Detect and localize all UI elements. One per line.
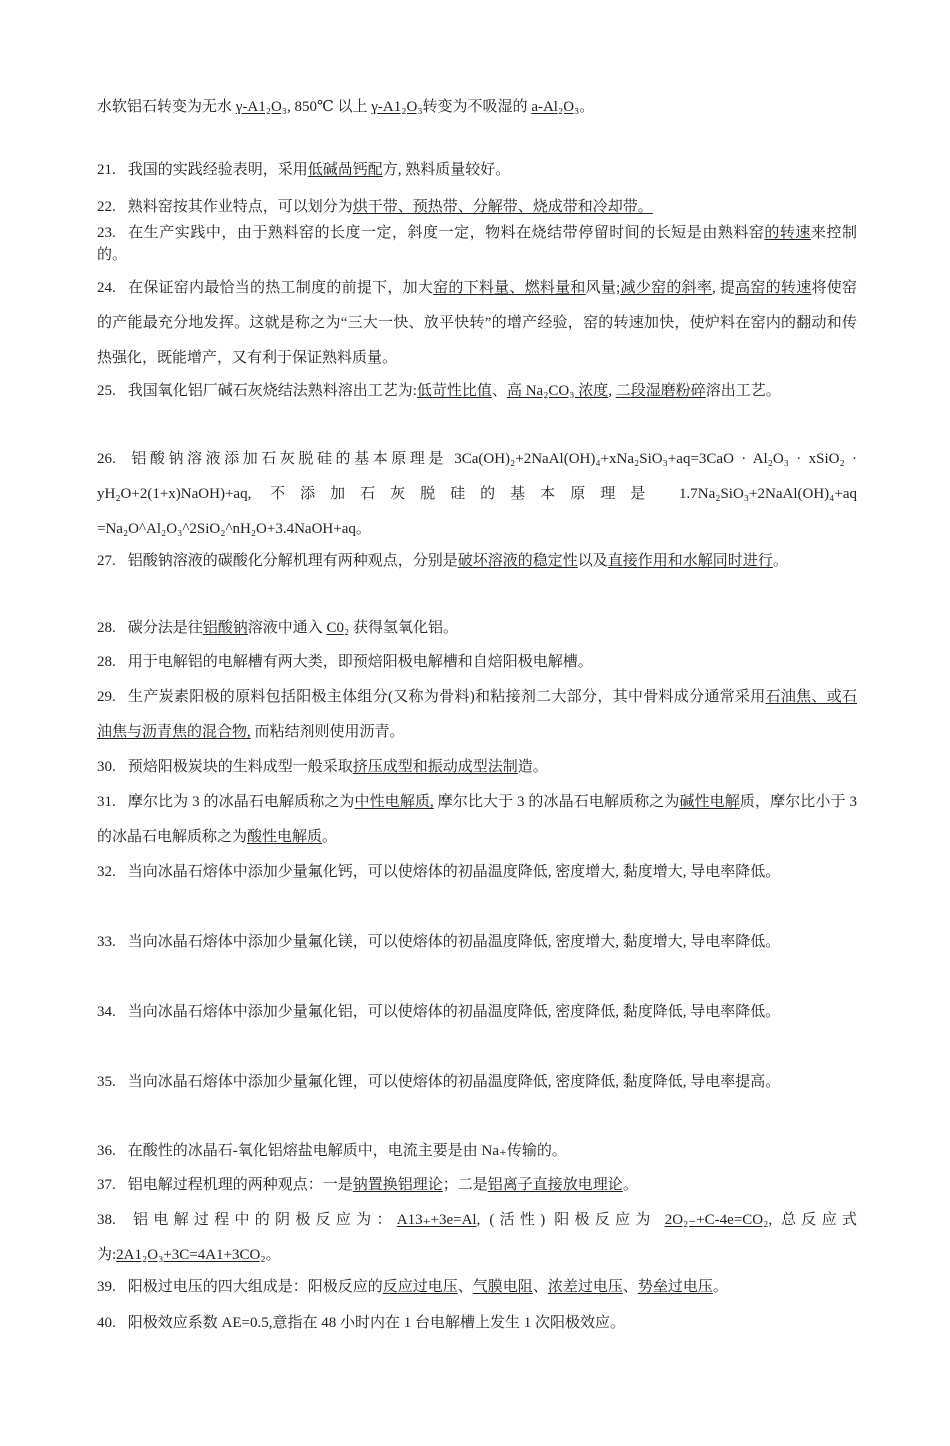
text: 将使窑的产能最充分地发挥。这就是称之为“三大一快、放平快转”的增产经验，窑的转速加快，使炉料在窑内的翻动和传热强化，既能增产，又有利于保证熟料质量。 (97, 280, 857, 366)
underlined-answer: 的转速 (764, 225, 811, 241)
underlined-answer: 碱性电解 (679, 794, 740, 810)
text: 我国的实践经验表明，采用 (127, 162, 308, 178)
item-number: 30. (97, 759, 116, 775)
text: 铝电解过程机理的两种观点：一是 (127, 1177, 353, 1193)
text: 、 (457, 1279, 473, 1295)
underlined-answer: 二段湿磨粉碎 (615, 383, 706, 399)
item-number: 36. (97, 1143, 116, 1159)
item-number: 40. (97, 1315, 116, 1331)
text: 当向冰晶石熔体中添加少量氟化钙，可以使熔体的初晶温度降低, 密度增大, 黏度增大, 导电率降低。 (127, 864, 781, 880)
item-22 (97, 190, 857, 225)
item-number: 32. (97, 864, 116, 880)
underlined-answer: 石油焦、或石油焦与沥青焦的混合物, (97, 689, 857, 740)
underlined-answer: A13₊+3e=Al (396, 1212, 477, 1228)
item-number: 31. (97, 794, 116, 810)
item-38 (97, 1203, 857, 1273)
text: 碳分法是往 (127, 620, 203, 636)
text: 当向冰晶石熔体中添加少量氟化铝，可以使熔体的初晶温度降低, 密度降低, 黏度降低, 导电率降低。 (127, 1004, 781, 1020)
text: 以及 (577, 553, 608, 569)
item-number: 39. (97, 1279, 116, 1295)
text: 摩尔比大于 3 的冰晶石电解质称之为 (433, 794, 680, 810)
item-24 (97, 271, 857, 376)
underlined-answer: 高 Na₂CO₃ 浓度 (506, 383, 609, 399)
item-number: 26. (97, 451, 116, 467)
underlined-answer: 烘干带、预热带、分解带、烧成带和冷却带。 (352, 199, 653, 215)
item-number: 38. (97, 1212, 116, 1228)
underlined-answer: 低碱咼钙配 (307, 162, 383, 178)
item-36 (97, 1134, 857, 1169)
underlined-answer: 挤压成型和振动成型法制 (352, 759, 518, 775)
text: , 850℃ 以上 (287, 99, 372, 115)
item-21 (97, 153, 857, 188)
text: 生产炭素阳极的原料包括阳极主体组分(又称为骨料)和粘接剂二大部分，其中骨料成分通常采用 (127, 689, 766, 705)
text: 、 (491, 383, 507, 399)
text: 。 (622, 1177, 638, 1193)
text: 。 (265, 1247, 281, 1263)
text: , (608, 383, 616, 399)
text: 。 (579, 99, 595, 115)
text: ；二是 (442, 1177, 488, 1193)
underlined-answer: γ-A1₂O₃ (235, 99, 288, 115)
item-25 (97, 374, 857, 409)
text: , 提 (712, 280, 736, 296)
text: 在生产实践中，由于熟料窑的长度一定，斜度一定，物料在烧结带停留时间的长短是由熟料窑 (127, 225, 765, 241)
text: 方, 熟料质量较好。 (382, 162, 511, 178)
item-39 (97, 1270, 857, 1305)
item-34 (97, 995, 857, 1030)
underlined-answer: 势垒过电压 (637, 1279, 713, 1295)
text: 获得氢氧化铝。 (349, 620, 459, 636)
text: , (活性) 阳极反应为 (476, 1212, 665, 1228)
item-40 (97, 1306, 857, 1341)
underlined-answer: 高窑的转速 (735, 280, 812, 296)
item-number: 35. (97, 1074, 116, 1090)
text: 我国氧化铝厂碱石灰烧结法熟料溶出工艺为: (127, 383, 417, 399)
text: 水软铝石转变为无水 (97, 99, 236, 115)
text: 当向冰晶石熔体中添加少量氟化锂，可以使熔体的初晶温度降低, 密度降低, 黏度降低, 导电率提高。 (127, 1074, 781, 1090)
underlined-answer: 直接作用和水解同时进行 (607, 553, 773, 569)
text: 预焙阳极炭块的生料成型一般采取 (127, 759, 353, 775)
text: 当向冰晶石熔体中添加少量氟化镁，可以使熔体的初晶温度降低, 密度增大, 黏度增大, 导电率降低。 (127, 934, 781, 950)
item-37 (97, 1168, 857, 1203)
underlined-answer: 2O₂₋+C-4e=CO₂ (664, 1212, 769, 1228)
underlined-answer: 反应过电压 (382, 1279, 458, 1295)
item-32 (97, 855, 857, 890)
text: , 总反应式为: (97, 1212, 857, 1263)
text: 。 (322, 829, 338, 845)
item-28b (97, 645, 857, 680)
text: 风量; (585, 280, 621, 296)
text: 而粘结剂则使用沥青。 (250, 724, 405, 740)
item-number: 22. (97, 199, 116, 215)
text: 铝酸钠溶液的碳酸化分解机理有两种观点，分别是 (127, 553, 458, 569)
text: 造。 (517, 759, 548, 775)
item-number: 25. (97, 383, 116, 399)
underlined-answer: C0₂ (326, 620, 350, 636)
text: 转变为不吸湿的 (422, 99, 532, 115)
item-number: 21. (97, 162, 116, 178)
underlined-answer: a-Al₂O₃ (531, 99, 580, 115)
underlined-answer: 铝离子直接放电理论 (487, 1177, 623, 1193)
item-number: 24. (97, 280, 116, 296)
item-29 (97, 680, 857, 750)
text: 在酸性的冰晶石-氧化铝熔盐电解质中，电流主要是由 Na₊传输的。 (127, 1143, 567, 1159)
text: 、 (532, 1279, 548, 1295)
underlined-answer: 钠置换铝理论 (352, 1177, 443, 1193)
text: 。 (712, 1279, 728, 1295)
underlined-answer: 破坏溶液的稳定性 (457, 553, 578, 569)
underlined-answer: 2A1₂O₃+3C=4A1+3CO₂ (116, 1247, 266, 1263)
underlined-answer: 窑的下料量、燃料量和 (433, 280, 586, 296)
text: 熟料窑按其作业特点，可以划分为 (127, 199, 353, 215)
text: 在保证窑内最恰当的热工制度的前提下，加大 (127, 280, 434, 296)
item-35 (97, 1065, 857, 1100)
item-33 (97, 925, 857, 960)
item-number: 33. (97, 934, 116, 950)
underlined-answer: 气膜电阻 (472, 1279, 533, 1295)
text: 。 (772, 553, 788, 569)
text: 摩尔比为 3 的冰晶石电解质称之为 (127, 794, 355, 810)
item-number: 27. (97, 553, 116, 569)
underlined-answer: 减少窑的斜率 (620, 280, 713, 296)
item-number: 34. (97, 1004, 116, 1020)
text: 用于电解铝的电解槽有两大类，即预焙阳极电解槽和自焙阳极电解槽。 (127, 654, 593, 670)
underlined-answer: 浓差过电压 (547, 1279, 623, 1295)
text: 来控制的。 (97, 225, 857, 263)
item-number: 28. (97, 620, 116, 636)
text: 阳极效应系数 AE=0.5,意指在 48 小时内在 1 台电解槽上发生 1 次阳极效应。 (127, 1315, 625, 1331)
underlined-answer: 铝酸钠 (202, 620, 248, 636)
text: 铝酸钠溶液添加石灰脱硅的基本原理是 3Ca(OH)₂+2NaAl(OH)₄+xNa₂SiO₃+aq=3CaO · Al₂O₃ · xSiO₂ · yH₂O+2(1+x)NaOH)+aq, 不添加石灰脱硅的基本原理是 1.7Na₂SiO₃+2NaAl(OH)₄+aq =Na₂O^Al₂O₃^2SiO₂^nH₂O+3.4NaOH+aq。 (97, 451, 857, 537)
text: 阳极过电压的四大组成是：阳极反应的 (127, 1279, 383, 1295)
item-number: 28. (97, 654, 116, 670)
text: 铝电解过程中的阴极反应为： (127, 1212, 397, 1228)
item-number: 37. (97, 1177, 116, 1193)
underlined-answer: 中性电解质, (354, 794, 434, 810)
text: 溶出工艺。 (705, 383, 781, 399)
text: 质，摩尔比小于 3 的冰晶石电解质称之为 (97, 794, 857, 845)
underlined-answer: 低苛性比值 (416, 383, 492, 399)
item-28a (97, 611, 857, 646)
item-26 (97, 442, 857, 547)
underlined-answer: 酸性电解质 (247, 829, 323, 845)
item-number: 29. (97, 689, 116, 705)
item-31 (97, 785, 857, 855)
intro-paragraph (97, 90, 857, 125)
text: 溶液中通入 (247, 620, 327, 636)
item-27 (97, 544, 857, 579)
underlined-answer: γ-A1₂O₃ (371, 99, 423, 115)
item-number: 23. (97, 225, 116, 241)
item-23 (97, 222, 857, 266)
text: 、 (622, 1279, 638, 1295)
item-30 (97, 750, 857, 785)
